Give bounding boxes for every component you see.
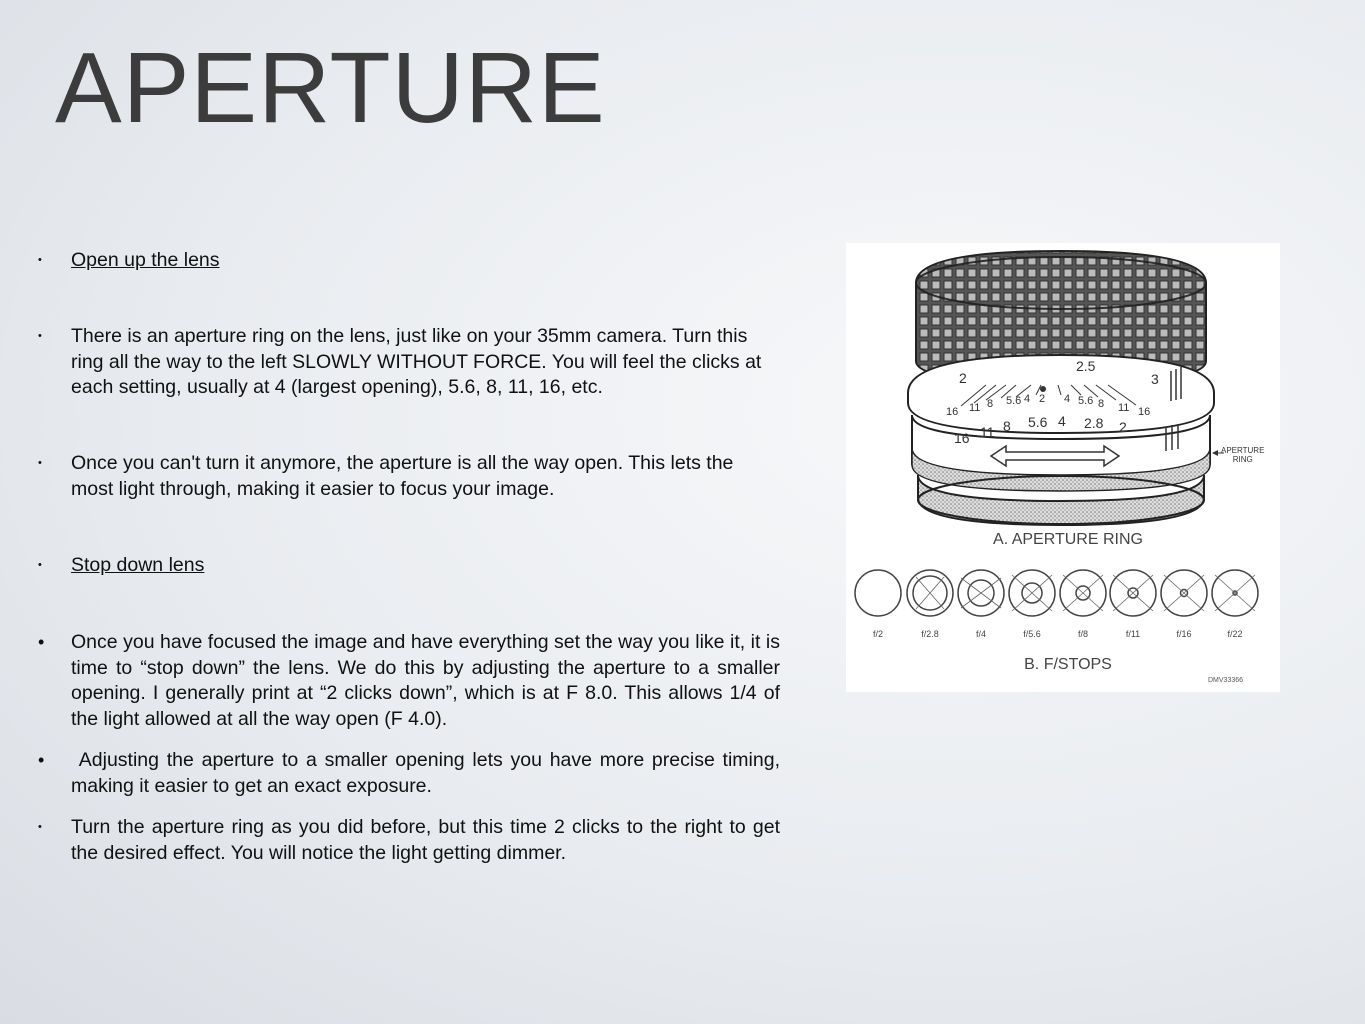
- aperture-scale-number: 8: [1003, 418, 1011, 434]
- bullet-item: [38, 324, 780, 401]
- fstop-label: f/5.6: [1023, 629, 1041, 639]
- depth-scale-number: 4: [1064, 393, 1071, 405]
- bullet-text: Turn the aperture ring as you did before, but this time 2 clicks to the right to get the desired effect. You will notice the light getting dimmer.: [71, 816, 780, 864]
- bullet-item: [38, 815, 780, 866]
- bullet-item: [38, 451, 780, 502]
- aperture-scale-number: 2: [1119, 419, 1127, 435]
- aperture-scale-number: 5.6: [1028, 414, 1048, 430]
- depth-scale-number: 4: [1024, 393, 1031, 405]
- dial-label-right: 3: [1151, 371, 1159, 387]
- caption-aperture-ring: A. APERTURE RING: [993, 531, 1143, 548]
- bullet-marker: •: [38, 330, 42, 342]
- fstop-label: f/2: [872, 629, 883, 639]
- bullet-item: [38, 748, 786, 799]
- depth-scale-number: 16: [1138, 406, 1151, 418]
- bullet-item: [38, 248, 780, 274]
- aperture-scale-number: 11: [980, 424, 995, 440]
- fstop-label: f/22: [1227, 629, 1243, 639]
- bullet-item: [38, 630, 780, 732]
- fstop-label: f/4: [975, 629, 986, 639]
- slide-title: APERTURE: [55, 32, 606, 144]
- bullet-text: Adjusting the aperture to a smaller opening lets you have more precise timing, making it easier to get an exact exposure.: [71, 749, 786, 797]
- depth-scale-number: 11: [969, 402, 981, 414]
- bullet-text: Once you have focused the image and have everything set the way you like it, it is time to “stop down” the lens. We do this by adjusting the aperture to a smaller opening. I generally print at “2 clicks down”, which is at F 8.0. This allows 1/4 of the light allowed at all the way open (F 4.0).: [71, 631, 780, 730]
- dial-label-center: 2.5: [1076, 358, 1096, 374]
- depth-scale-number: 8: [1098, 398, 1105, 410]
- aperture-ring-label: [1221, 446, 1264, 464]
- lens-illustration: [846, 243, 1280, 692]
- dial-label-left: 2: [959, 370, 967, 386]
- depth-scale-number: 5.6: [1078, 395, 1094, 407]
- bullet-item: [38, 553, 780, 579]
- ring-label-line1: APERTURE: [1221, 446, 1265, 455]
- bullet-marker: •: [38, 559, 42, 571]
- bullet-text: There is an aperture ring on the lens, just like on your 35mm camera. Turn this ring all the way to the left SLOWLY WITHOUT FORCE. You will feel the clicks at each setting, usually at 4 (largest opening), 5.6, 8, 11, 16, etc.: [71, 325, 762, 398]
- bullet-marker: •: [38, 457, 42, 469]
- depth-scale-number: 11: [1118, 402, 1130, 414]
- aperture-scale-number: 2.8: [1084, 415, 1104, 431]
- bullet-heading-stop-down: Stop down lens: [71, 554, 205, 576]
- bullet-marker: •: [38, 821, 42, 833]
- bullet-marker: •: [38, 750, 45, 770]
- aperture-scale-number: 4: [1058, 413, 1066, 429]
- figure-code: DMV33366: [1208, 677, 1244, 684]
- depth-scale-number: 8: [987, 398, 994, 410]
- aperture-scale-number: 16: [954, 430, 970, 446]
- bullet-heading-open-lens: Open up the lens: [71, 249, 220, 271]
- depth-scale-number: 16: [946, 406, 959, 418]
- fstop-label: f/16: [1176, 629, 1192, 639]
- depth-scale-number: 2: [1039, 393, 1046, 405]
- aperture-diagram: [846, 243, 1280, 692]
- bullet-text: Once you can't turn it anymore, the aperture is all the way open. This lets the most light through, making it easier to focus your image.: [71, 452, 734, 500]
- caption-fstops: B. F/STOPS: [1024, 656, 1112, 673]
- ring-label-line2: RING: [1232, 455, 1253, 464]
- depth-scale-number: 5.6: [1006, 395, 1022, 407]
- fstop-label: f/2.8: [921, 629, 939, 639]
- fstop-label: f/11: [1125, 629, 1141, 639]
- bullet-marker: •: [38, 632, 45, 652]
- fstop-label: f/8: [1077, 629, 1088, 639]
- bullet-marker: •: [38, 254, 42, 266]
